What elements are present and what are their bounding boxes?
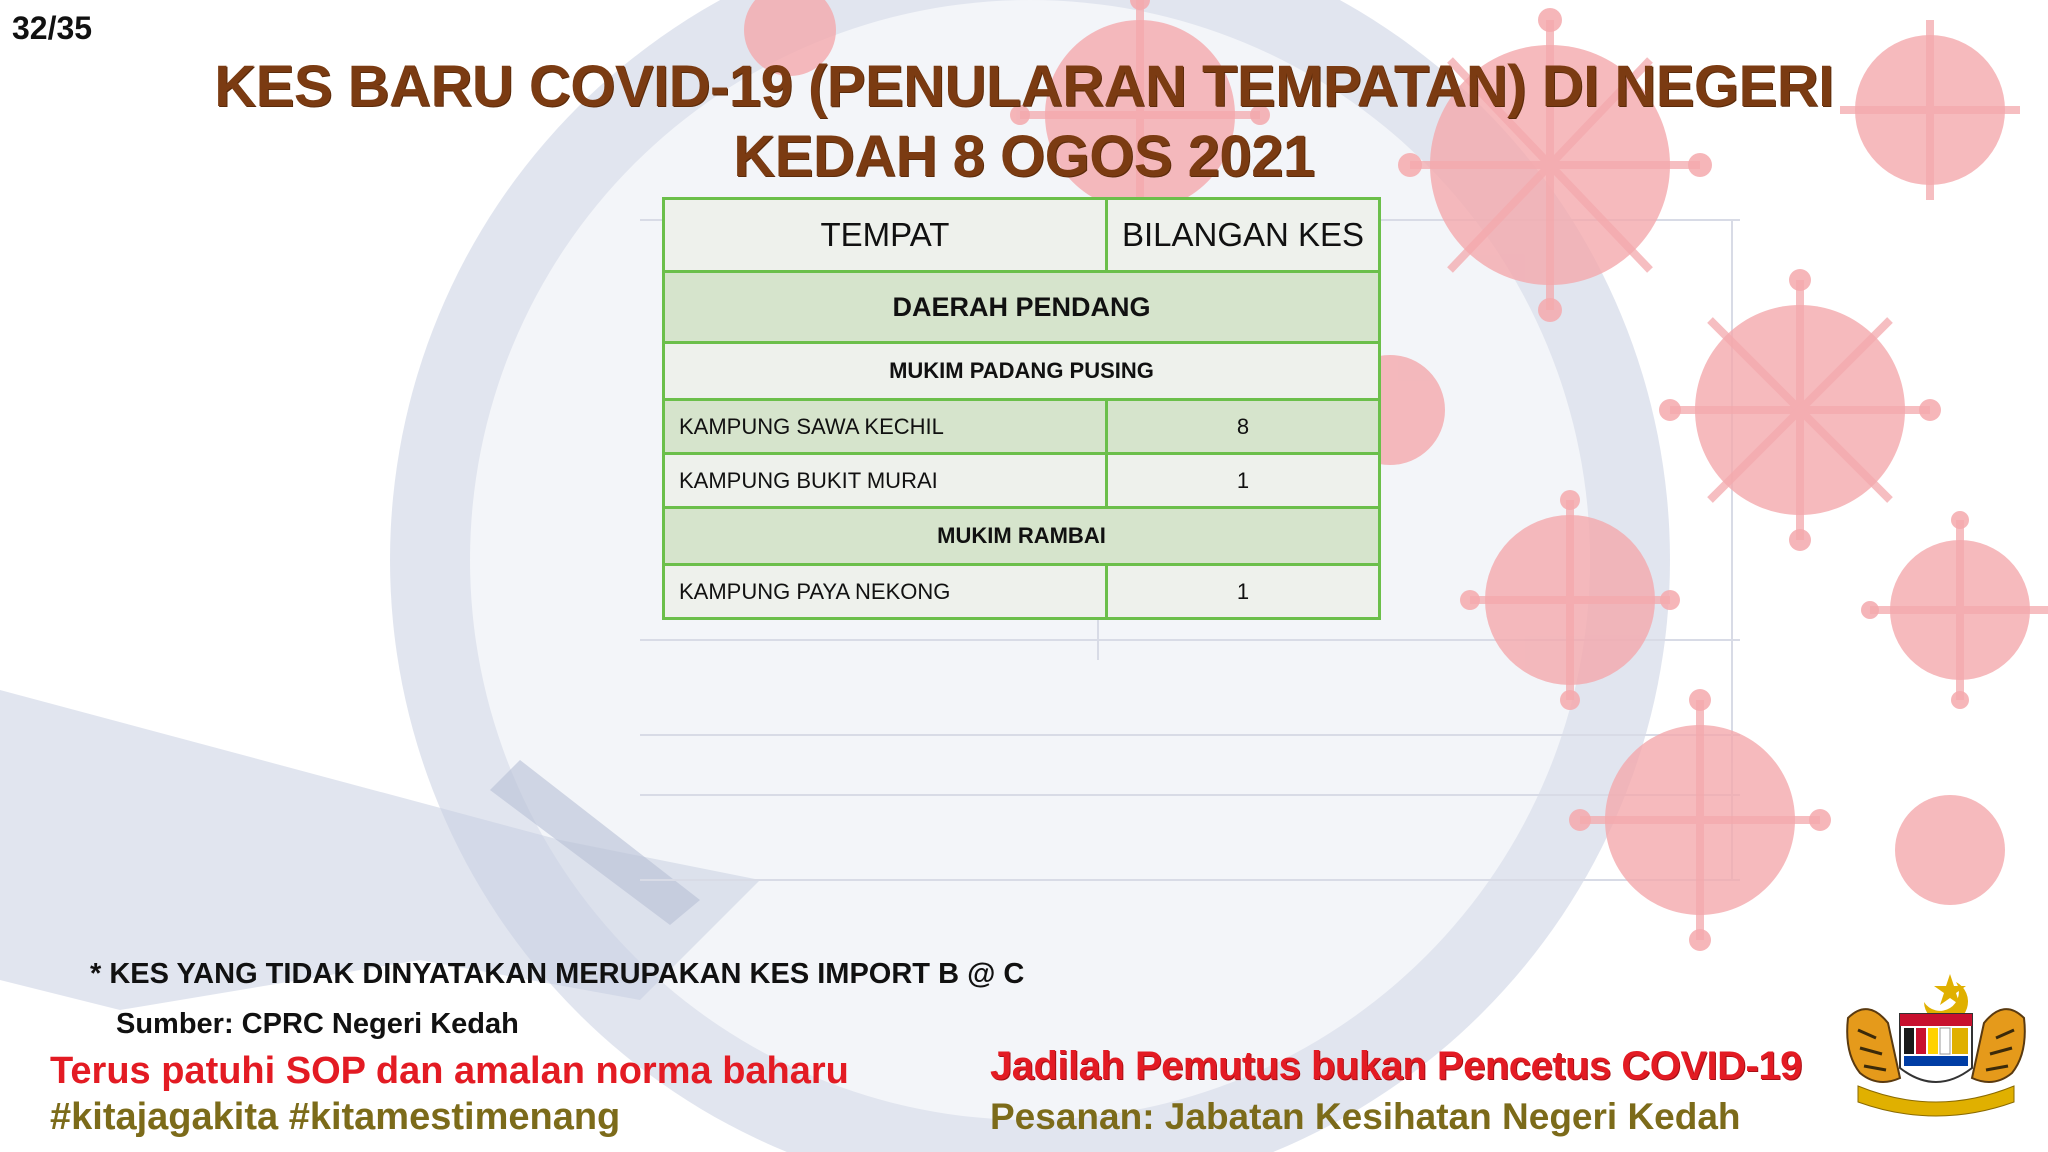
place-cell: KAMPUNG BUKIT MURAI (664, 454, 1107, 508)
place-cell: KAMPUNG SAWA KECHIL (664, 400, 1107, 454)
source-note: Sumber: CPRC Negeri Kedah (116, 1008, 519, 1040)
hashtags: #kitajagakita #kitamestimenang (50, 1096, 621, 1138)
sop-message: Terus patuhi SOP dan amalan norma baharu (50, 1050, 849, 1092)
district-name: DAERAH PENDANG (664, 272, 1380, 343)
coat-of-arms-icon (1838, 968, 2034, 1120)
message-source: Pesanan: Jabatan Kesihatan Negeri Kedah (990, 1096, 1741, 1137)
page-title (0, 52, 2048, 192)
cases-cell: 8 (1107, 400, 1380, 454)
mukim-name: MUKIM RAMBAI (664, 508, 1380, 565)
table-row (664, 454, 1380, 508)
table-header-row (664, 199, 1380, 272)
mukim-row (664, 508, 1380, 565)
column-header-place: TEMPAT (664, 199, 1107, 272)
district-row (664, 272, 1380, 343)
mukim-row (664, 343, 1380, 400)
mukim-name: MUKIM PADANG PUSING (664, 343, 1380, 400)
slogan: Jadilah Pemutus bukan Pencetus COVID-19 (990, 1044, 1802, 1088)
table-row (664, 400, 1380, 454)
title-line-2: KEDAH 8 OGOS 2021 (733, 124, 1315, 189)
column-header-cases: BILANGAN KES (1107, 199, 1380, 272)
table-row (664, 565, 1380, 619)
place-cell: KAMPUNG PAYA NEKONG (664, 565, 1107, 619)
cases-cell: 1 (1107, 565, 1380, 619)
cases-table (662, 197, 1381, 620)
page-number: 32/35 (12, 10, 93, 46)
cases-cell: 1 (1107, 454, 1380, 508)
footnote: * KES YANG TIDAK DINYATAKAN MERUPAKAN KES IMPORT B @ C (90, 958, 1025, 990)
title-line-1: KES BARU COVID-19 (PENULARAN TEMPATAN) DI NEGERI (214, 54, 1834, 119)
